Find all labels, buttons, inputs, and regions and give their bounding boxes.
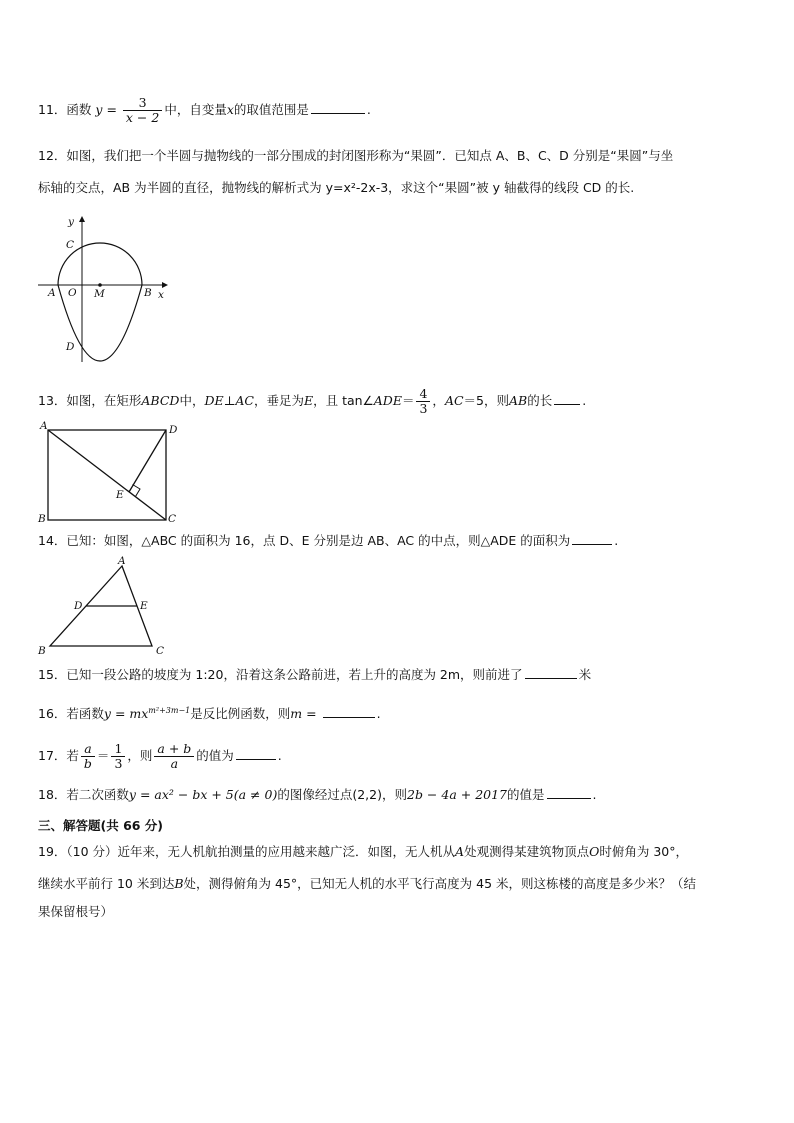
q16-answer-blank[interactable] (323, 703, 375, 718)
q13-ab: AB (508, 393, 528, 408)
section-3-title: 三、解答题(共 66 分) (38, 818, 164, 833)
question-18 (38, 784, 758, 805)
q13-prefix: 13．如图，在矩形 (38, 393, 142, 408)
q12-label-a: A (48, 287, 56, 299)
q17-f1-numerator: a (81, 742, 95, 757)
q13-text-1: 中， (179, 393, 205, 408)
q17-f1-denominator: b (83, 756, 92, 771)
q11-y: y (95, 102, 103, 117)
q13-diagonal-ac (48, 430, 166, 520)
q12-label-o: O (68, 287, 77, 299)
q11-fraction-denominator: x − 2 (125, 110, 160, 125)
q13-fraction-numerator: 4 (416, 387, 430, 402)
q13-label-e: E (116, 489, 124, 501)
q13-label-b: B (38, 513, 46, 525)
q13-ac-value: ＝5，则 (463, 393, 509, 408)
question-19-line-3: 果保留根号） (38, 904, 114, 919)
q17-middle: ，则 (127, 748, 153, 763)
q12-y-axis-arrow (79, 216, 85, 222)
q17-f2-denominator: 3 (114, 756, 123, 771)
q18-function: y = ax² − bx + 5(a ≠ 0) (128, 787, 278, 802)
q12-label-x: x (158, 289, 164, 301)
q18-expression: 2b − 4a + 2017 (407, 787, 508, 802)
q17-f3-numerator: a + b (154, 742, 194, 757)
q18-end: . (592, 787, 597, 802)
q17-fraction-a-over-b (81, 742, 95, 771)
question-11 (38, 96, 758, 125)
q17-answer-blank[interactable] (236, 745, 276, 760)
q19-line1-middle: 处观测得某建筑物顶点 (464, 844, 590, 859)
q14-triangle-figure (34, 554, 174, 658)
q13-segment-de (129, 430, 166, 492)
q12-label-m: M (94, 288, 105, 300)
q12-fruit-circle-figure (34, 212, 174, 372)
q16-function: y = mx (103, 706, 149, 722)
q18-prefix: 18．若二次函数 (38, 787, 129, 802)
q11-answer-blank[interactable] (311, 99, 365, 114)
q15-answer-blank[interactable] (525, 664, 577, 679)
q13-text-4: ， (432, 393, 445, 408)
q11-equals: = (102, 102, 121, 117)
q19-point-a: A (455, 844, 465, 859)
q11-fraction-numerator: 3 (123, 96, 162, 111)
q14-text: 14．已知：如图，△ABC 的面积为 16，点 D、E 分别是边 AB、AC 的中点，则△ADE 的面积为 (38, 533, 571, 548)
q11-prefix: 函数 (66, 102, 92, 117)
q17-fraction-one-third (111, 742, 125, 771)
question-12-line-2: 标轴的交点，AB 为半圆的直径，抛物线的解析式为 y=x²-2x-3，求这个“果圆”被 y 轴截得的线段 CD 的长. (38, 180, 635, 195)
q13-rectangle-figure (34, 418, 184, 526)
question-12-line-1: 12．如图，我们把一个半圆与抛物线的一部分围成的封闭图形称为“果圆”．已知点 A、B、C、D 分别是“果圆”与坐 (38, 148, 674, 163)
q19-line2-prefix: 继续水平前行 10 米到达 (38, 876, 175, 891)
q12-label-b: B (144, 287, 152, 299)
q13-fraction (416, 387, 430, 416)
question-15 (38, 664, 758, 685)
q16-exponent: m²+3m−1 (148, 706, 191, 715)
q16-equals: = (302, 706, 321, 722)
q17-f3-denominator: a (170, 756, 179, 771)
q13-text-2: ，垂足为 (253, 393, 304, 408)
q13-equals: ＝ (401, 393, 415, 408)
q15-text: 15．已知一段公路的坡度为 1:20，沿着这条公路前进，若上升的高度为 2m，则前进了 (38, 667, 523, 682)
q12-x-axis-arrow (162, 282, 168, 288)
q11-post: 的取值范围是 (233, 102, 309, 117)
q13-end: . (582, 393, 587, 408)
q19-line1-post: 时俯角为 30°， (599, 844, 688, 859)
q18-answer-blank[interactable] (547, 784, 591, 799)
q13-label-c: C (168, 513, 177, 525)
q14-label-e: E (140, 600, 148, 612)
q13-label-d: D (169, 424, 178, 436)
q13-post: 的长 (527, 393, 553, 408)
q14-label-c: C (156, 645, 165, 657)
q16-prefix: 16．若函数 (38, 706, 104, 722)
q14-end: . (614, 533, 619, 548)
q13-rectangle-name: ABCD (141, 393, 180, 408)
q19-point-b: B (174, 876, 184, 891)
q12-label-y: y (68, 216, 74, 228)
q13-angle: ADE (373, 393, 402, 408)
q11-middle: 中，自变量 (164, 102, 227, 117)
question-14 (38, 530, 758, 551)
q14-label-d: D (74, 600, 83, 612)
q17-f2-numerator: 1 (111, 742, 125, 757)
q13-answer-blank[interactable] (554, 390, 580, 405)
q18-point: (2,2) (352, 787, 382, 802)
question-13 (38, 387, 758, 416)
question-16 (38, 701, 758, 724)
q18-post: 的值是 (507, 787, 545, 802)
q13-fraction-denominator: 3 (419, 401, 428, 416)
q19-line1-prefix: 19．（10 分）近年来，无人机航拍测量的应用越来越广泛．如图，无人机从 (38, 844, 456, 859)
question-19-line-1 (38, 842, 758, 862)
q19-point-o: O (589, 844, 600, 859)
q17-fraction-sum (154, 742, 194, 771)
q11-fraction (123, 96, 162, 125)
question-19-line-2 (38, 874, 758, 894)
q14-answer-blank[interactable] (572, 530, 612, 545)
q11-number: 11． (38, 102, 67, 117)
q19-line2-post: 处，测得俯角为 45°，已知无人机的水平飞行高度为 45 米，则这栋楼的高度是多少米？（结 (183, 876, 697, 891)
q15-unit: 米 (578, 667, 592, 682)
q13-label-a: A (40, 420, 48, 432)
q11-end: . (366, 102, 371, 117)
q14-label-b: B (38, 645, 46, 657)
q13-point-e: E (303, 393, 314, 408)
q11-x: x (226, 102, 234, 117)
q14-label-a: A (118, 555, 126, 567)
q18-middle: 的图像经过点 (277, 787, 353, 802)
question-17 (38, 742, 758, 771)
q16-m: m (290, 706, 303, 722)
q12-label-d: D (66, 341, 75, 353)
q12-label-c: C (66, 239, 75, 251)
q12-point-m (98, 283, 102, 287)
q13-ac: AC (444, 393, 464, 408)
q17-equals: ＝ (96, 748, 110, 763)
q16-middle: 是反比例函数，则 (190, 706, 291, 722)
q17-post: 的值为 (196, 748, 234, 763)
q18-middle-2: ，则 (381, 787, 407, 802)
q13-perpendicular: DE⊥AC (204, 393, 254, 408)
q17-prefix: 17．若 (38, 748, 79, 763)
q13-text-3: ，且 tan∠ (313, 393, 374, 408)
q16-end: . (376, 706, 381, 722)
q17-end: . (277, 748, 282, 763)
